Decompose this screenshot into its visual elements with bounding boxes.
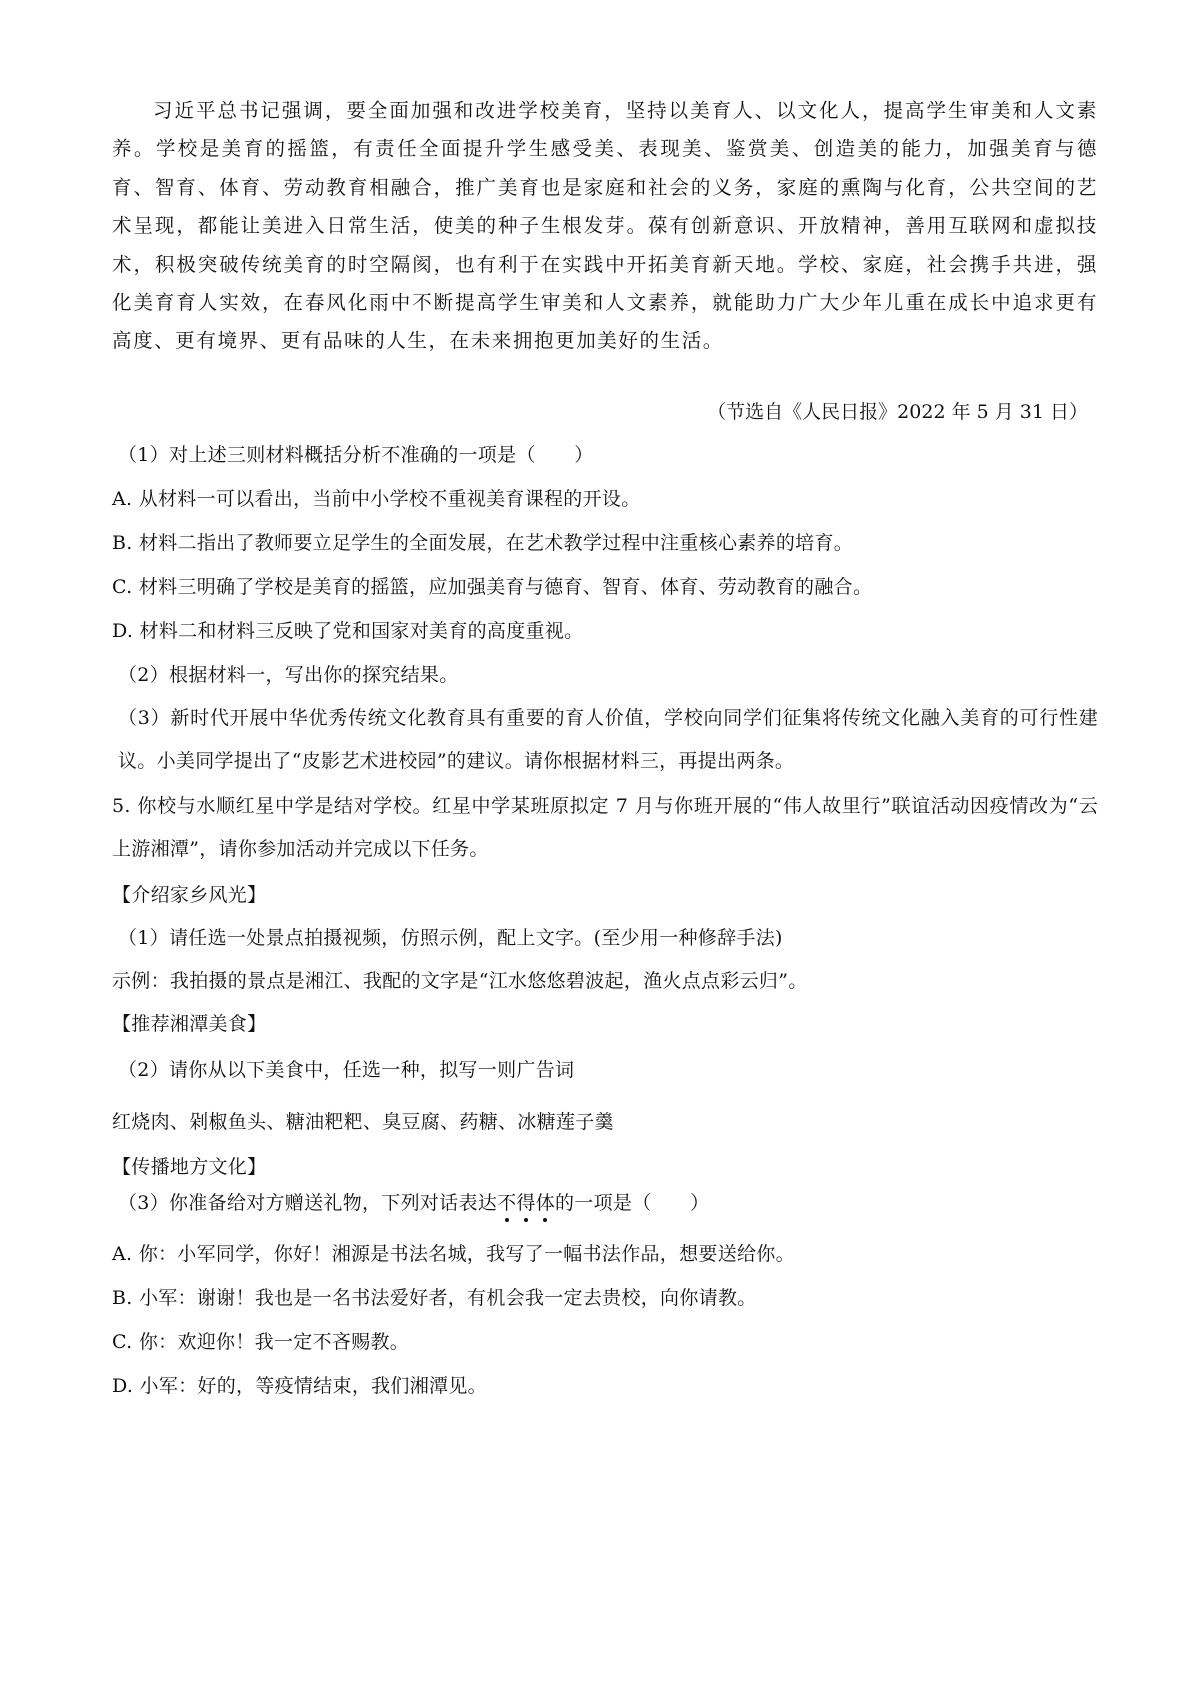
q5-sub3-emphasis-text: 不得体: [497, 1192, 555, 1214]
q4-sub2: （2）根据材料一，写出你的探究结果。: [118, 664, 459, 686]
q5-option-d: D. 小军：好的，等疫情结束，我们湘潭见。: [112, 1375, 487, 1397]
q5-example: 示例：我拍摄的景点是湘江、我配的文字是“江水悠悠碧波起，渔火点点彩云归”。: [112, 970, 808, 992]
q4-option-b: B. 材料二指出了教师要立足学生的全面发展，在艺术教学过程中注重核心素养的培育。: [112, 532, 854, 554]
q5-stem: 5. 你校与水顺红星中学是结对学校。红星中学某班原拟定 7 月与你班开展的“伟人故里行”联谊活动因疫情改为“云上游湘潭”，请你参加活动并完成以下任务。: [112, 795, 1098, 860]
q5-sub3-prefix: （3）你准备给对方赠送礼物，下列对话表达: [118, 1192, 498, 1214]
q5-section-recommend-food: 【推荐湘潭美食】: [112, 1013, 267, 1035]
passage-paragraph: 习近平总书记强调，要全面加强和改进学校美育，坚持以美育人、以文化人，提高学生审美和人文素养。学校是美育的摇篮，有责任全面提升学生感受美、表现美、鉴赏美、创造美的能力，加强美育与德育、智育、体育、劳动教育相融合，推广美育也是家庭和社会的义务，家庭的熏陶与化育，公共空间的艺术呈现，都能让美进入日常生活，使美的种子生根发芽。葆有创新意识、开放精神，善用互联网和虚拟技术，积极突破传统美育的时空隔阂，也有利于在实践中开拓美育新天地。学校、家庭，社会携手共进，强化美育育人实效，在春风化雨中不断提高学生审美和人文素养，就能助力广大少年儿重在成长中追求更有高度、更有境界、更有品味的人生，在未来拥抱更加美好的生活。: [112, 99, 1098, 353]
q5-option-c: C. 你：欢迎你！我一定不吝赐教。: [112, 1331, 410, 1353]
q5-sub1: （1）请任选一处景点拍摄视频，仿照示例，配上文字。(至少用一种修辞手法): [118, 927, 783, 949]
q5-sub3-emphasis: [497, 1192, 555, 1214]
q5-food-list: 红烧肉、剁椒鱼头、糖油粑粑、臭豆腐、药糖、冰糖莲子羹: [112, 1111, 614, 1133]
q5-sub2: （2）请你从以下美食中，任选一种，拟写一则广告词: [118, 1059, 575, 1081]
q5-option-b: B. 小军：谢谢！我也是一名书法爱好者，有机会我一定去贵校，向你请教。: [112, 1287, 757, 1309]
q4-option-c: C. 材料三明确了学校是美育的摇篮，应加强美育与德育、智育、体育、劳动教育的融合。: [112, 576, 873, 598]
passage-source: （节选自《人民日报》2022 年 5 月 31 日）: [707, 401, 1088, 423]
q4-sub1: （1）对上述三则材料概括分析不准确的一项是（ ）: [118, 444, 594, 466]
q5-section-intro-scenery: 【介绍家乡风光】: [112, 884, 267, 906]
emphasis-dots: [497, 1218, 555, 1224]
q5-sub3: [118, 1190, 709, 1216]
q4-option-d: D. 材料二和材料三反映了党和国家对美育的高度重视。: [112, 620, 584, 642]
q4-option-a: A. 从材料一可以看出，当前中小学校不重视美育课程的开设。: [112, 488, 641, 510]
q5-sub3-suffix: 的一项是（ ）: [555, 1192, 710, 1214]
q4-sub3: （3）新时代开展中华优秀传统文化教育具有重要的育人价值，学校向同学们征集将传统文化融入美育的可行性建议。小美同学提出了“皮影艺术进校园”的建议。请你根据材料三，再提出两条。: [118, 707, 1098, 772]
q5-option-a: A. 你：小军同学，你好！湘源是书法名城，我写了一幅书法作品，想要送给你。: [112, 1243, 795, 1265]
q5-section-spread-culture: 【传播地方文化】: [112, 1156, 267, 1178]
